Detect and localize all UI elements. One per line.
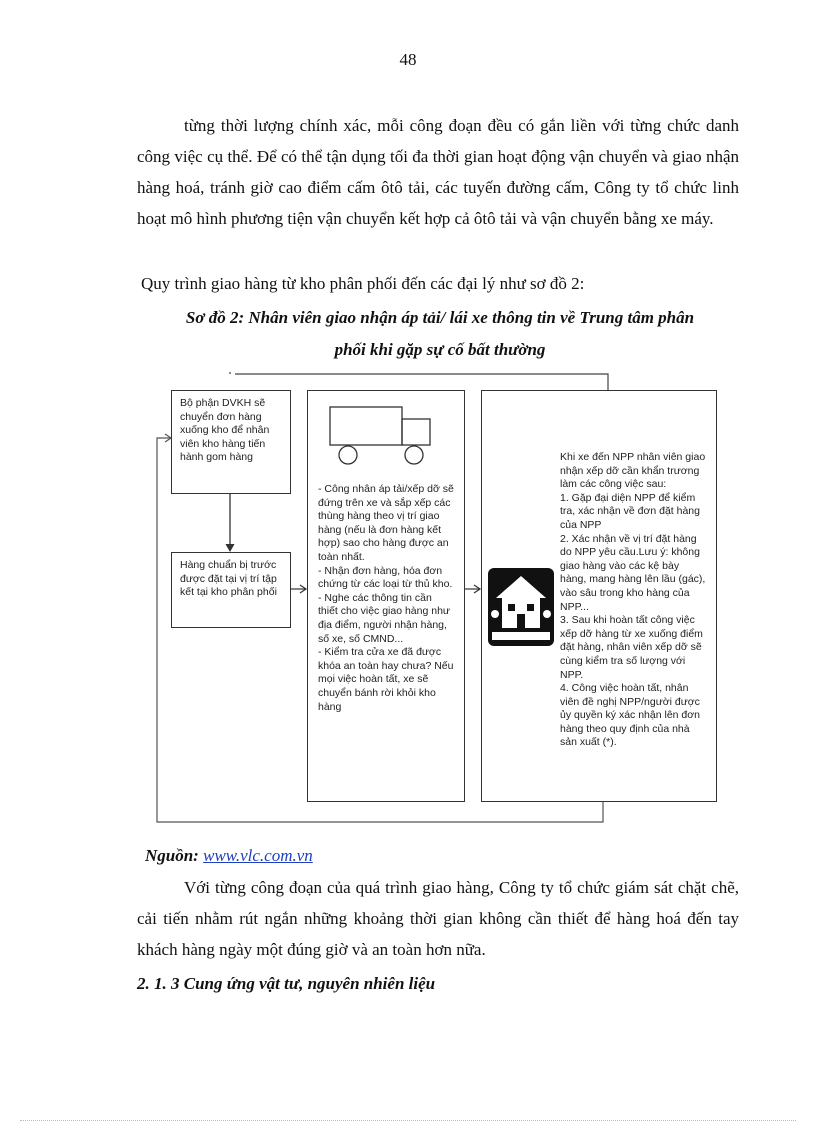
step-box-staging	[171, 552, 291, 628]
source-label: Nguồn:	[145, 846, 199, 865]
diagram-caption-line1: Sơ đồ 2: Nhân viên giao nhận áp tải/ lái xe thông tin về Trung tâm phân	[185, 308, 695, 327]
paragraph-2: Với từng công đoạn của quá trình giao hàng, Công ty tổ chức giám sát chặt chẽ, cải tiến nhằm rút ngắn những khoảng thời gian không cần thiết để hàng hoá đến tay khách hàng ngày một đúng giờ và an toàn hơn nữa.	[137, 878, 739, 959]
step-box-customer-service	[171, 390, 291, 494]
source-line	[145, 846, 313, 866]
source-link[interactable]: www.vlc.com.vn	[203, 846, 313, 865]
intro-line: Quy trình giao hàng từ kho phân phối đến các đại lý như sơ đồ 2:	[141, 274, 585, 293]
step-box-loading	[307, 390, 465, 802]
truck-icon	[326, 401, 436, 471]
section-heading: 2. 1. 3 Cung ứng vật tư, nguyên nhiên liệu	[137, 974, 436, 993]
diagram-caption-line2: phối khi gặp sự cố bất thường	[334, 340, 546, 359]
step-text-loading: - Công nhân áp tải/xếp dỡ sẽ đứng trên xe và sắp xếp các thùng hàng theo vị trí giao hàng (nếu là đơn hàng kết hợp) sao cho hàng được an toàn nhất. - Nhận đơn hàng, hóa đơn chứng từ các loại từ thủ kho. - Nghe các thông tin cần thiết cho việc giao hàng như địa điểm, người nhận hàng, số xe, số CMND... - Kiểm tra cửa xe đã được khóa an toàn hay chưa? Nếu mọi việc hoàn tất, xe sẽ chuyển bánh rời khỏi kho hàng	[318, 483, 454, 713]
step-text-delivery: Khi xe đến NPP nhân viên giao nhận xếp dỡ cần khẩn trương làm các công việc sau: 1. Gặp đại diện NPP để kiểm tra, xác nhận về đơn đặt hàng của NPP 2. Xác nhận về vị trí đặt hàng do NPP yêu cầu.Lưu ý: không giao hàng vào các kệ bày hàng, mang hàng lên lầu (gác), vào sâu trong kho hàng của NPP... 3. Sau khi hoàn tất công việc xếp dỡ hàng từ xe xuống điểm đặt hàng, nhân viên xếp dỡ sẽ cùng kiểm tra số lượng với NPP. 4. Công việc hoàn tất, nhân viên đề nghị NPP/người được ủy quyền ký xác nhận lên đơn hàng theo quy định của nhà sản xuất (*).	[560, 451, 706, 749]
step-text-customer-service: Bộ phận DVKH sẽ chuyển đơn hàng xuống kho để nhân viên kho hàng tiến hành gom hàng	[180, 397, 270, 464]
page-number: 48	[399, 50, 417, 69]
page-bottom-divider	[20, 1120, 796, 1121]
step-box-delivery	[481, 390, 717, 802]
paragraph-1: từng thời lượng chính xác, mỗi công đoạn đều có gắn liền với từng chức danh công việc cụ thể. Để có thể tận dụng tối đa thời gian hoạt động vận chuyển và giao nhận hàng hoá, tránh giờ cao điểm cấm ôtô tải, các tuyến đường cấm, Công ty tổ chức linh hoạt mô hình phương tiện vận chuyển kết hợp cả ôtô tải và vận chuyển bằng xe máy.	[137, 116, 739, 228]
delivery-process-diagram	[155, 372, 706, 824]
step-text-staging: Hàng chuẩn bị trước được đặt tại vị trí tập kết tại kho phân phối	[180, 559, 277, 599]
